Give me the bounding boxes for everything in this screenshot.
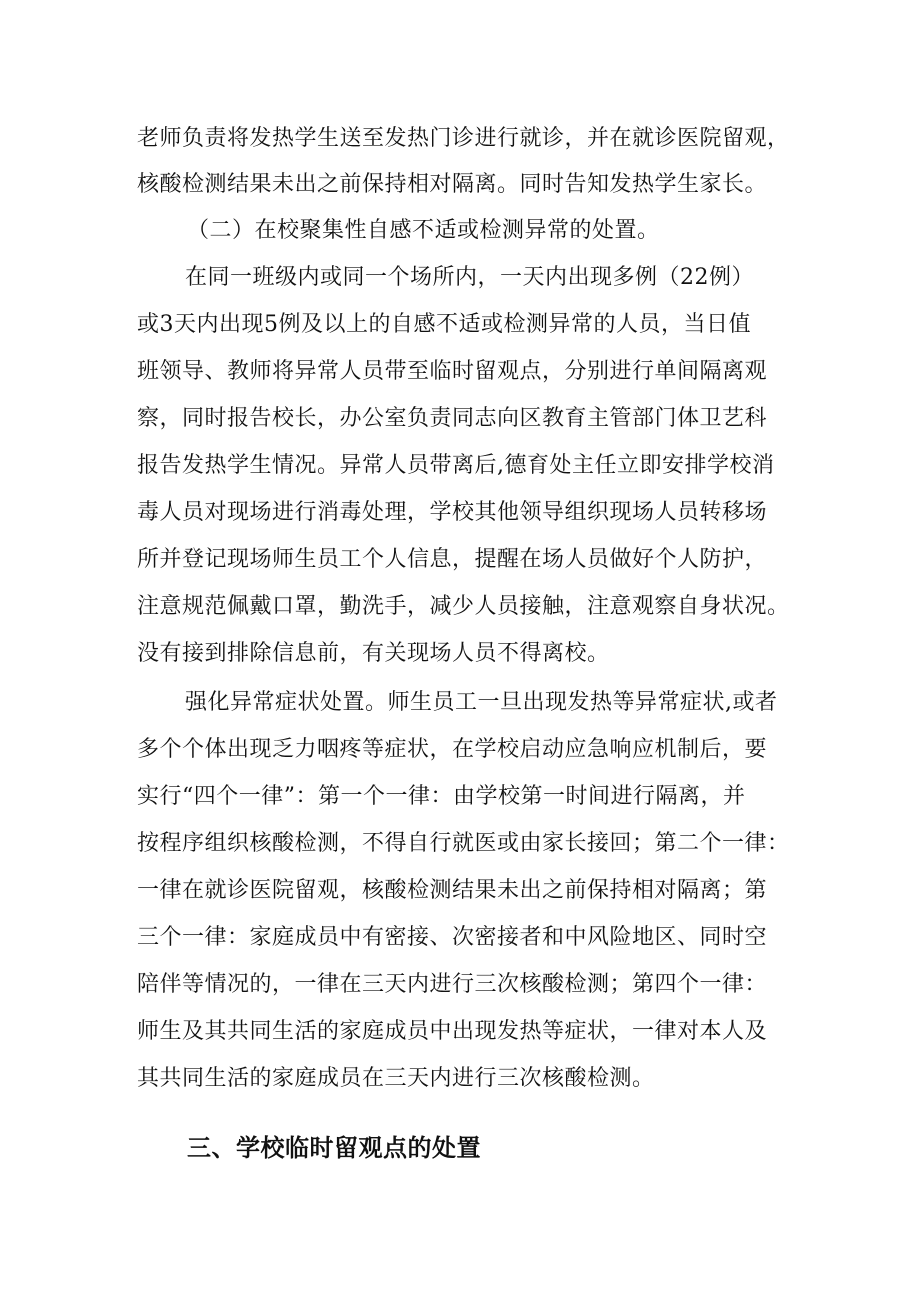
text-line-4: 在同一班级内或同一个场所内，一天内出现多例（22例）	[185, 265, 754, 290]
text-line-12: 没有接到排除信息前，有关现场人员不得离校。	[137, 641, 610, 666]
text-line-6: 班领导、教师将异常人员带至临时留观点，分别进行单间隔离观	[137, 359, 768, 384]
text-line-5: 或3天内出现5例及以上的自感不适或检测异常的人员，当日值	[137, 312, 751, 337]
text-line-2: 核酸检测结果未出之前保持相对隔离。同时告知发热学生家长。	[137, 172, 768, 197]
text-line-18: 三个一律：家庭成员中有密接、次密接者和中风险地区、同时空	[137, 925, 768, 950]
text-line-7: 察，同时报告校长，办公室负责同志向区教育主管部门体卫艺科	[137, 406, 768, 431]
text-line-14: 多个个体出现乏力咽疼等症状，在学校启动应急响应机制后，要	[137, 737, 768, 762]
text-line-17: 一律在就诊医院留观，核酸检测结果未出之前保持相对隔离；第	[137, 878, 768, 903]
text-line-15: 实行“四个一律”：第一个一律：由学校第一时间进行隔离，并	[137, 784, 746, 809]
text-line-13: 强化异常症状处置。师生员工一旦出现发热等异常症状,或者	[185, 690, 778, 715]
section-heading: 三、学校临时留观点的处置	[187, 1134, 481, 1162]
subsection-heading: （二）在校聚集性自感不适或检测异常的处置。	[187, 218, 660, 243]
text-line-10: 所并登记现场师生员工个人信息，提醒在场人员做好个人防护，	[137, 547, 768, 572]
text-line-8: 报告发热学生情况。异常人员带离后,德育处主任立即安排学校消	[137, 453, 775, 478]
text-line-21: 其共同生活的家庭成员在三天内进行三次核酸检测。	[137, 1066, 655, 1091]
text-line-16: 按程序组织核酸检测，不得自行就医或由家长接回；第二个一律：	[137, 831, 790, 856]
text-line-11: 注意规范佩戴口罩，勤洗手，减少人员接触，注意观察自身状况。	[137, 594, 790, 619]
text-line-19: 陪伴等情况的，一律在三天内进行三次核酸检测；第四个一律：	[137, 972, 768, 997]
text-line-1: 老师负责将发热学生送至发热门诊进行就诊，并在就诊医院留观，	[137, 126, 790, 151]
text-line-20: 师生及其共同生活的家庭成员中出现发热等症状，一律对本人及	[137, 1019, 768, 1044]
text-line-9: 毒人员对现场进行消毒处理，学校其他领导组织现场人员转移场	[137, 500, 768, 525]
